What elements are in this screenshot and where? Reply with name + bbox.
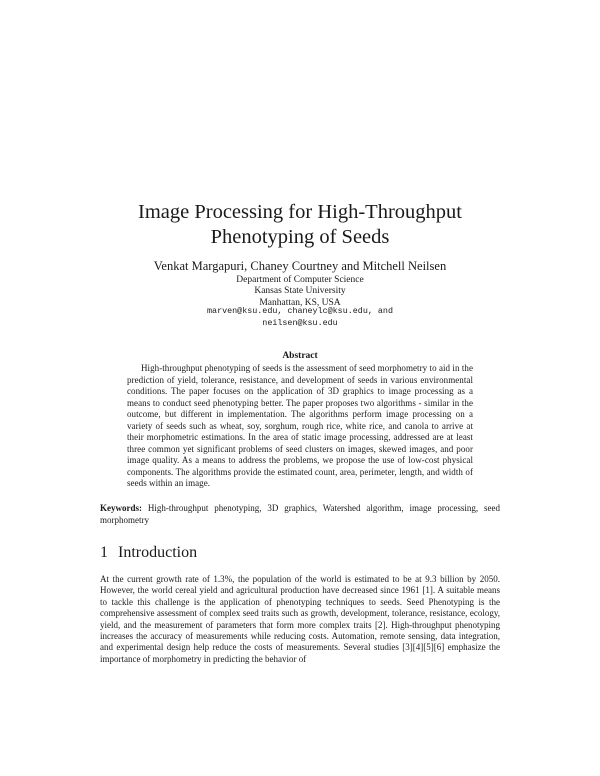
section-heading-introduction <box>100 543 500 563</box>
keywords <box>100 503 500 526</box>
authors: Venkat Margapuri, Chaney Courtney and Mitchell Neilsen <box>153 259 447 273</box>
title-line-2: Phenotyping of Seeds <box>210 226 390 248</box>
abstract-heading: Abstract <box>282 351 318 361</box>
department: Department of Computer Science <box>236 275 364 285</box>
introduction-body: At the current growth rate of 1.3%, the population of the world is estimated to be at 9.3 billion by 2050. However, the world cereal yield and agricultural production have decreased since 1961 [1]. A suitable means to tackle this challenge is the application of phenotyping techniques to seeds. Seed Phenotyping is the comprehensive assessment of complex seed traits such as growth, development, tolerance, resistance, ecology, yield, and the measurement of parameters that form more complex traits [2]. High-throughput phenotyping increases the accuracy of measurements while reducing costs. Automation, remote sensing, data integration, and experimental design help reduce the costs of measurements. Several studies [3][4][5][6] emphasize the importance of morphometry in predicting the behavior of <box>100 574 500 664</box>
keywords-text: High-throughput phenotyping, 3D graphics, Watershed algorithm, image processing, seed morphometry <box>100 503 501 525</box>
author-emails <box>60 306 540 329</box>
affiliation <box>60 275 540 309</box>
university: Kansas State University <box>254 286 346 297</box>
paper-title <box>60 200 540 250</box>
location: Manhattan, KS, USA <box>259 297 341 308</box>
title-line-1: Image Processing for High-Throughput <box>138 201 462 223</box>
section-title: Introduction <box>118 544 198 561</box>
abstract-body: High-throughput phenotyping of seeds is the assessment of seed morphometry to aid in the prediction of yield, tolerance, resistance, and development of seeds in various environmental conditions. The paper focuses on the application of 3D graphics to image processing as a means to conduct seed phenotyping better. The paper proposes two algorithms - similar in the outcome, but different in implementation. The algorithms perform image processing on a variety of seeds such as wheat, soy, sorghum, rough rice, white rice, and canola to arrive at their morphometric estimations. In the area of static image processing, addressed are at least three common yet significant problems of seed clusters on images, skewed images, and poor image quality. As a means to address the problems, we propose the use of low-cost physical components. The algorithms provide the estimated count, area, perimeter, length, and width of seeds within an image. <box>127 363 473 488</box>
section-number: 1 <box>100 544 108 561</box>
keywords-label: Keywords: <box>100 503 142 513</box>
emails-line-2: neilsen@ksu.edu <box>262 317 338 328</box>
emails-line-1: marven@ksu.edu, chaneylc@ksu.edu, and <box>207 306 393 316</box>
